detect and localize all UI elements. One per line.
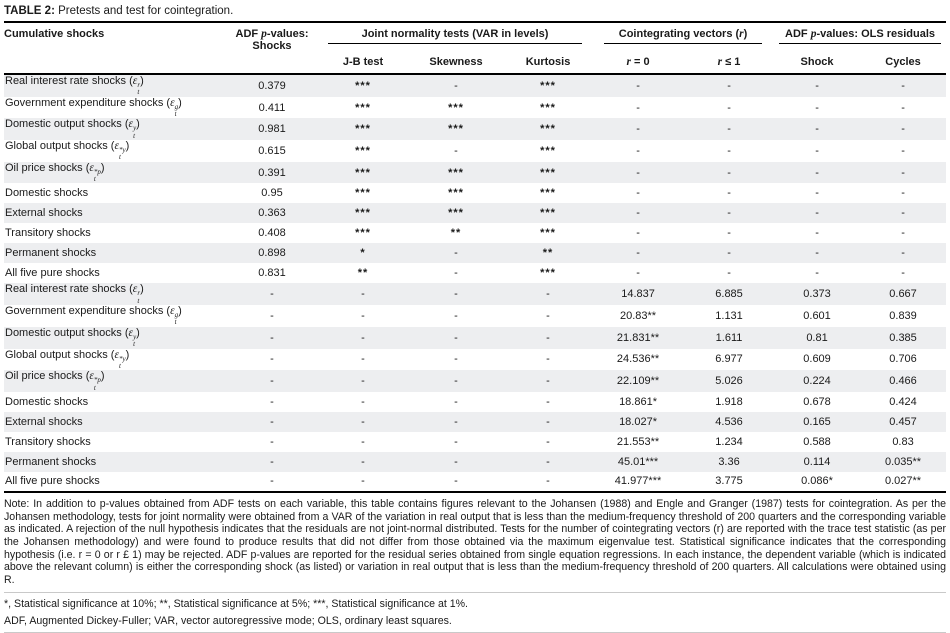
data-cell: *** (355, 207, 371, 220)
data-cell: - (815, 79, 819, 92)
data-cell: 41.977*** (614, 475, 662, 488)
row-label: All five pure shocks (5, 267, 100, 280)
data-cell: 6.885 (715, 288, 743, 301)
data-cell: - (454, 435, 458, 448)
epsilon-symbol: (ε r t ) (126, 75, 144, 97)
data-cell: - (454, 247, 458, 260)
data-cell: 0.086* (801, 475, 833, 488)
significance-note: *, Statistical significance at 10%; **, Statistical significance at 5%; ***, Statistical significance at 1%. (4, 597, 468, 610)
data-cell: 5.026 (715, 375, 743, 388)
data-cell: 0.373 (803, 288, 831, 301)
table-row (4, 305, 946, 327)
data-cell: - (454, 79, 458, 92)
data-cell: 0.165 (803, 415, 831, 428)
data-cell: - (454, 144, 458, 157)
table-title (4, 2, 946, 23)
data-cell: 0.035** (884, 455, 922, 468)
data-cell: 0.609 (803, 353, 831, 366)
data-cell: 24.536** (616, 353, 660, 366)
data-cell: - (361, 309, 365, 322)
data-cell: - (815, 166, 819, 179)
data-cell: 0.363 (258, 207, 286, 220)
table-row (4, 452, 946, 472)
table-row (4, 243, 946, 263)
data-cell: - (727, 166, 731, 179)
data-cell: ** (542, 247, 554, 260)
row-label: Real interest rate shocks (ε r t ) (5, 283, 144, 305)
data-cell: - (454, 415, 458, 428)
col-header-skewness: Skewness (429, 56, 483, 68)
epsilon-symbol: (ε g t ) (163, 96, 182, 119)
header-group-row (4, 23, 946, 52)
table-row (4, 392, 946, 412)
data-cell: ** (357, 267, 369, 280)
data-cell: - (901, 267, 905, 280)
table-row (4, 263, 946, 283)
data-cell: - (901, 207, 905, 220)
data-cell: - (901, 101, 905, 114)
data-cell: *** (355, 101, 371, 114)
row-label: Global output shocks (ε *y t ) (5, 140, 130, 162)
data-cell: - (546, 375, 550, 388)
row-label: External shocks (5, 207, 83, 220)
data-cell: 18.861* (619, 395, 657, 408)
data-cell: - (636, 267, 640, 280)
data-cell: - (454, 309, 458, 322)
data-cell: 3.36 (718, 455, 740, 468)
data-cell: *** (540, 227, 556, 240)
data-cell: 0.385 (889, 331, 917, 344)
data-cell: 0.83 (892, 435, 914, 448)
data-cell: - (546, 415, 550, 428)
divider-rule (4, 592, 946, 593)
data-cell: 0.411 (258, 101, 286, 114)
data-cell: 0.466 (889, 375, 917, 388)
data-cell: *** (355, 123, 371, 136)
data-cell: - (454, 353, 458, 366)
col-header-cumulative-shocks (4, 23, 226, 74)
table-row (4, 432, 946, 452)
data-cell: - (270, 475, 274, 488)
col-header-r-equals-0: r = 0 (626, 56, 650, 68)
table-row (4, 97, 946, 119)
epsilon-symbol: (ε r t ) (126, 283, 144, 305)
table-row (4, 74, 946, 97)
data-cell: 0.95 (261, 187, 283, 200)
data-cell: 22.109** (616, 375, 660, 388)
row-label: Transitory shocks (5, 227, 91, 240)
data-cell: 0.027** (884, 475, 922, 488)
data-cell: 1.918 (715, 395, 743, 408)
data-cell: - (815, 247, 819, 260)
data-cell: ** (450, 227, 462, 240)
data-cell: 45.01*** (617, 455, 659, 468)
table-header (4, 23, 946, 74)
data-cell: - (454, 267, 458, 280)
data-cell: - (361, 395, 365, 408)
data-cell: *** (540, 267, 556, 280)
table-row (4, 349, 946, 371)
row-label: Domestic output shocks (ε y t ) (5, 326, 140, 349)
data-cell: *** (448, 101, 464, 114)
data-cell: - (454, 375, 458, 388)
data-cell: 0.379 (258, 79, 286, 92)
col-header-label-line2: Shocks (252, 40, 292, 52)
data-cell: *** (355, 79, 371, 92)
data-cell: - (270, 375, 274, 388)
data-cell: *** (540, 144, 556, 157)
data-cell: * (360, 247, 366, 260)
data-cell: 0.706 (889, 353, 917, 366)
table-body (4, 74, 946, 492)
data-cell: - (901, 227, 905, 240)
table-row (4, 283, 946, 305)
data-cell: - (270, 415, 274, 428)
data-cell: *** (540, 123, 556, 136)
abbreviations-note: ADF, Augmented Dickey-Fuller; VAR, vector autoregressive mode; OLS, ordinary least squares. (4, 614, 452, 627)
data-cell: 0.408 (258, 227, 286, 240)
data-cell: - (901, 123, 905, 136)
col-header-label: ADF p-values: (235, 28, 309, 40)
data-cell: 0.114 (803, 455, 831, 468)
data-cell: 4.536 (715, 415, 743, 428)
epsilon-symbol: (ε g t ) (163, 305, 182, 327)
data-cell: 0.224 (803, 375, 831, 388)
data-cell: - (270, 353, 274, 366)
data-cell: - (727, 123, 731, 136)
row-label: Government expenditure shocks (ε g t ) (5, 96, 182, 119)
data-cell: - (454, 455, 458, 468)
data-cell: 0.981 (258, 123, 286, 136)
row-label: Domestic shocks (5, 395, 89, 408)
data-cell: 0.601 (803, 309, 831, 322)
table-note: Note: In addition to p-values obtained from ADF tests on each variable, this table contains figures relevant to the Johansen (1988) and Engle and Granger (1987) tests for cointegration. As per the Johansen methodology, tests for joint normality were obtained from a VAR of the variation in real output that is less than the medium-frequency threshold of 200 quarters and the corresponding variable as indicated. A rejection of the null hypothesis indicates that the residuals are not joint-normal distributed. Tests for the number of cointegrating vectors (r) are reported with the trace test statistic (as per the Johansen methodology) and were found to produce results that did not differ from those obtained via the maximum eigenvalue test. Statistical significance indicates that the corresponding hypothesis (i.e. r = 0 or r £ 1) may be rejected. ADF p-values are reported for the residual series obtained from single equation regressions. In each instance, the dependent variable (which is indicated above the relevant column) is either the corresponding shock (as listed) or variation in real output that is less than the medium-frequency threshold of 200 quarters. All calculations were obtained using R. (4, 497, 946, 587)
row-label: Government expenditure shocks (ε g t ) (5, 305, 182, 327)
data-cell: - (636, 101, 640, 114)
data-cell: - (815, 101, 819, 114)
data-cell: - (546, 435, 550, 448)
data-cell: - (815, 144, 819, 157)
data-cell: - (727, 144, 731, 157)
data-cell: - (546, 309, 550, 322)
data-cell: 0.588 (803, 435, 831, 448)
data-cell: - (901, 79, 905, 92)
data-cell: - (901, 166, 905, 179)
epsilon-symbol: (ε y t ) (121, 118, 140, 140)
data-cell: - (454, 288, 458, 301)
data-cell: 14.837 (621, 288, 655, 301)
row-label: Permanent shocks (5, 247, 97, 260)
data-cell: - (546, 288, 550, 301)
data-cell: - (270, 288, 274, 301)
table-row (4, 140, 946, 162)
col-group-cointegrating-vectors (592, 23, 774, 52)
row-label: Global output shocks (ε *y t ) (5, 348, 130, 370)
data-cell: - (546, 353, 550, 366)
data-cell: - (727, 79, 731, 92)
data-cell: - (454, 475, 458, 488)
data-cell: *** (540, 187, 556, 200)
data-cell: *** (355, 144, 371, 157)
data-cell: - (727, 101, 731, 114)
col-header-label: Cumulative shocks (4, 28, 105, 40)
data-cell: - (815, 187, 819, 200)
data-cell: - (361, 331, 365, 344)
data-cell: *** (448, 187, 464, 200)
data-cell: - (815, 207, 819, 220)
data-cell: - (546, 331, 550, 344)
table-row (4, 183, 946, 203)
data-cell: - (270, 309, 274, 322)
table-row (4, 162, 946, 184)
group-header-label: Joint normality tests (VAR in levels) (328, 28, 582, 44)
data-cell: - (361, 415, 365, 428)
data-cell: *** (540, 166, 556, 179)
data-cell: - (727, 267, 731, 280)
col-group-adf-ols-residuals (774, 23, 946, 52)
row-label: Real interest rate shocks (ε r t ) (5, 75, 144, 97)
data-cell: - (361, 435, 365, 448)
data-cell: - (636, 144, 640, 157)
table-row (4, 327, 946, 349)
table-row (4, 118, 946, 140)
table-row (4, 370, 946, 392)
data-cell: - (636, 247, 640, 260)
data-cell: 0.424 (889, 395, 917, 408)
data-cell: 0.457 (889, 415, 917, 428)
data-cell: 0.667 (889, 288, 917, 301)
epsilon-symbol: (ε *y t ) (107, 140, 130, 162)
data-cell: - (546, 455, 550, 468)
data-cell: - (270, 435, 274, 448)
row-label: Domestic shocks (5, 187, 89, 200)
table-row (4, 223, 946, 243)
data-cell: 0.839 (889, 309, 917, 322)
data-cell: 21.831** (616, 331, 660, 344)
table-row (4, 412, 946, 432)
data-cell: - (361, 353, 365, 366)
row-label: All five pure shocks (5, 475, 100, 488)
data-cell: - (815, 267, 819, 280)
data-cell: - (815, 123, 819, 136)
group-header-label: ADF p-values: OLS residuals (779, 28, 941, 44)
col-header-cycles: Cycles (885, 56, 921, 68)
data-cell: 1.611 (715, 331, 743, 344)
data-cell: - (727, 207, 731, 220)
data-cell: - (361, 375, 365, 388)
data-cell: 0.831 (258, 267, 286, 280)
epsilon-symbol: (ε *y t ) (107, 348, 130, 370)
row-label: External shocks (5, 415, 83, 428)
epsilon-symbol: (ε *p t ) (82, 161, 105, 184)
row-label: Domestic output shocks (ε y t ) (5, 118, 140, 140)
data-cell: - (815, 227, 819, 240)
epsilon-symbol: (ε y t ) (121, 326, 140, 349)
data-cell: - (636, 207, 640, 220)
col-group-joint-normality (318, 23, 592, 52)
data-cell: 21.553** (616, 435, 660, 448)
data-cell: - (901, 247, 905, 260)
data-cell: *** (540, 101, 556, 114)
col-header-jb-test: J-B test (342, 56, 384, 68)
data-cell: - (270, 455, 274, 468)
data-cell: 0.678 (803, 395, 831, 408)
data-cell: *** (355, 166, 371, 179)
data-cell: - (270, 395, 274, 408)
data-cell: - (901, 144, 905, 157)
data-cell: *** (448, 207, 464, 220)
data-cell: 0.81 (806, 331, 828, 344)
data-cell: 3.775 (715, 475, 743, 488)
data-cell: *** (448, 166, 464, 179)
data-cell: - (636, 227, 640, 240)
data-cell: *** (448, 123, 464, 136)
row-label: Oil price shocks (ε *p t ) (5, 370, 105, 392)
data-cell: - (361, 288, 365, 301)
data-cell: 0.391 (258, 166, 286, 179)
data-cell: - (901, 187, 905, 200)
data-cell: 1.131 (715, 309, 743, 322)
data-cell: - (636, 166, 640, 179)
data-cell: 0.615 (258, 144, 286, 157)
data-cell: - (727, 247, 731, 260)
data-cell: - (727, 227, 731, 240)
row-label: Permanent shocks (5, 455, 97, 468)
data-cell: 1.234 (715, 435, 743, 448)
table-caption: Pretests and test for cointegration. (58, 5, 234, 17)
row-label: Transitory shocks (5, 435, 91, 448)
data-cell: - (636, 187, 640, 200)
data-cell: - (546, 395, 550, 408)
data-cell: - (454, 331, 458, 344)
col-header-adf-shocks (226, 23, 318, 74)
data-cell: 20.83** (619, 309, 657, 322)
table-number: TABLE 2: (4, 5, 55, 17)
data-cell: *** (355, 227, 371, 240)
data-cell: - (546, 475, 550, 488)
data-cell: - (361, 455, 365, 468)
row-label: Oil price shocks (ε *p t ) (5, 161, 105, 184)
data-cell: - (454, 395, 458, 408)
data-cell: - (270, 331, 274, 344)
data-cell: *** (540, 79, 556, 92)
data-cell: - (636, 79, 640, 92)
col-header-kurtosis: Kurtosis (525, 56, 571, 68)
pretests-cointegration-table (4, 23, 946, 493)
col-header-r-leq-1: r ≤ 1 (717, 56, 741, 68)
data-cell: - (727, 187, 731, 200)
group-header-label: Cointegrating vectors (r) (604, 28, 762, 44)
table-row (4, 203, 946, 223)
data-cell: *** (355, 187, 371, 200)
data-cell: 6.977 (715, 353, 743, 366)
data-cell: - (361, 475, 365, 488)
col-header-shock: Shock (800, 56, 834, 68)
data-cell: - (636, 123, 640, 136)
epsilon-symbol: (ε *p t ) (82, 370, 105, 392)
table-row (4, 472, 946, 492)
data-cell: 18.027* (619, 415, 657, 428)
data-cell: *** (540, 207, 556, 220)
data-cell: 0.898 (258, 247, 286, 260)
